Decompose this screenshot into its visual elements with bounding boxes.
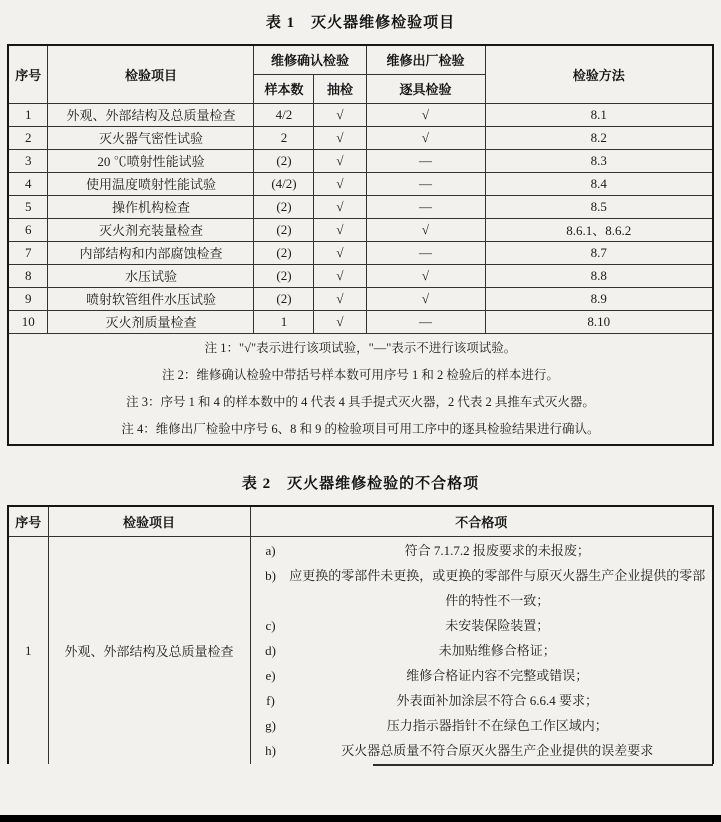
notes-cell xyxy=(8,333,713,445)
item-cell: 操作机构检查 xyxy=(48,195,254,218)
notes-row xyxy=(8,333,713,445)
table2-body xyxy=(8,537,713,765)
spot-cell: √ xyxy=(314,103,366,126)
table-row xyxy=(8,149,713,172)
spot-cell: √ xyxy=(314,218,366,241)
seq-cell: 1 xyxy=(8,103,48,126)
method-cell: 8.4 xyxy=(485,172,713,195)
table-row xyxy=(8,195,713,218)
defect-item xyxy=(255,738,709,763)
spot-cell: √ xyxy=(314,172,366,195)
each-cell: — xyxy=(366,195,485,218)
defects-cell xyxy=(250,537,713,765)
sample-cell: (2) xyxy=(254,149,314,172)
note-2: 注 2：维修确认检验中带括号样本数可用序号 1 和 2 检验后的样本进行。 xyxy=(162,367,559,382)
each-cell: √ xyxy=(366,218,485,241)
item-cell: 20 ℃喷射性能试验 xyxy=(48,149,254,172)
defect-label: c) xyxy=(265,618,276,633)
note-1: 注 1："√"表示进行该项试验，"—"表示不进行该项试验。 xyxy=(204,340,517,355)
seq-cell: 5 xyxy=(8,195,48,218)
sample-cell: (2) xyxy=(254,195,314,218)
table-row xyxy=(8,103,713,126)
spot-cell: √ xyxy=(314,310,366,333)
note-3: 注 3：序号 1 和 4 的样本数中的 4 代表 4 具手提式灭火器，2 代表 2 具推车式灭火器。 xyxy=(126,394,595,409)
item-cell: 使用温度喷射性能试验 xyxy=(48,172,254,195)
each-cell: — xyxy=(366,241,485,264)
table-row xyxy=(8,218,713,241)
defect-text: 外表面补加涂层不符合 6.6.4 要求； xyxy=(396,693,598,708)
defect-text: 压力指示器指针不在绿色工作区域内； xyxy=(386,718,608,733)
sample-cell: 4/2 xyxy=(254,103,314,126)
defect-item xyxy=(255,663,709,688)
table1-header-each: 逐具检验 xyxy=(366,74,485,103)
table1-header-sample: 样本数 xyxy=(254,74,314,103)
defect-item xyxy=(255,638,709,663)
spot-cell: √ xyxy=(314,149,366,172)
each-cell: √ xyxy=(366,103,485,126)
item-cell: 灭火剂充装量检查 xyxy=(48,218,254,241)
sample-cell: (2) xyxy=(254,287,314,310)
table-row xyxy=(8,287,713,310)
defect-item xyxy=(255,713,709,738)
table2-header-defect: 不合格项 xyxy=(250,506,713,537)
table1-header-item: 检验项目 xyxy=(48,45,254,103)
item-cell: 内部结构和内部腐蚀检查 xyxy=(48,241,254,264)
spot-cell: √ xyxy=(314,195,366,218)
spot-cell: √ xyxy=(314,264,366,287)
defect-label: g) xyxy=(265,718,276,733)
table-row xyxy=(8,264,713,287)
table1-header-factory-group: 维修出厂检验 xyxy=(366,45,485,74)
seq-cell: 8 xyxy=(8,264,48,287)
method-cell: 8.2 xyxy=(485,126,713,149)
defect-text: 维修合格证内容不完整或错误； xyxy=(406,668,589,683)
method-cell: 8.10 xyxy=(485,310,713,333)
defect-label: a) xyxy=(265,543,276,558)
each-cell: √ xyxy=(366,126,485,149)
defect-text: 未安装保险装置； xyxy=(445,618,550,633)
defect-text: 灭火器总质量不符合原灭火器生产企业提供的误差要求 xyxy=(341,743,654,758)
sample-cell: (2) xyxy=(254,241,314,264)
defect-text: 未加贴维修合格证； xyxy=(438,643,556,658)
table1-notes xyxy=(8,333,713,445)
seq-cell: 2 xyxy=(8,126,48,149)
defect-item xyxy=(255,613,709,638)
sample-cell: (2) xyxy=(254,264,314,287)
item-cell: 外观、外部结构及总质量检查 xyxy=(48,537,250,765)
item-cell: 灭火器气密性试验 xyxy=(48,126,254,149)
table1-header-row-1 xyxy=(8,45,713,74)
table1 xyxy=(7,44,714,446)
defect-text: 符合 7.1.7.2 报废要求的未报废； xyxy=(404,543,590,558)
seq-cell: 1 xyxy=(8,537,48,765)
table2-header-item: 检验项目 xyxy=(48,506,250,537)
item-cell: 外观、外部结构及总质量检查 xyxy=(48,103,254,126)
table1-header xyxy=(8,45,713,103)
method-cell: 8.7 xyxy=(485,241,713,264)
method-cell: 8.6.1、8.6.2 xyxy=(485,218,713,241)
note-4: 注 4：维修出厂检验中序号 6、8 和 9 的检验项目可用工序中的逐具检验结果进行确认。 xyxy=(121,421,600,436)
method-cell: 8.5 xyxy=(485,195,713,218)
defect-label: e) xyxy=(265,668,276,683)
table1-header-method: 检验方法 xyxy=(485,45,713,103)
each-cell: — xyxy=(366,310,485,333)
table1-header-spot: 抽检 xyxy=(314,74,366,103)
table-row xyxy=(8,126,713,149)
sample-cell: 2 xyxy=(254,126,314,149)
each-cell: — xyxy=(366,149,485,172)
table1-header-seq: 序号 xyxy=(8,45,48,103)
table2-header-row xyxy=(8,506,713,537)
table2 xyxy=(7,505,714,765)
table2-header xyxy=(8,506,713,537)
table-row xyxy=(8,172,713,195)
spot-cell: √ xyxy=(314,241,366,264)
table-row xyxy=(8,537,713,765)
method-cell: 8.8 xyxy=(485,264,713,287)
table1-title: 表 1 灭火器维修检验项目 xyxy=(265,15,456,31)
defect-item xyxy=(255,538,709,563)
table2-title: 表 2 灭火器维修检验的不合格项 xyxy=(241,475,480,492)
seq-cell: 4 xyxy=(8,172,48,195)
bottom-bar xyxy=(0,815,721,822)
spot-cell: √ xyxy=(314,287,366,310)
defect-item xyxy=(255,563,709,613)
table2-header-seq: 序号 xyxy=(8,506,48,537)
item-cell: 水压试验 xyxy=(48,264,254,287)
defect-item xyxy=(255,688,709,713)
defect-text: 应更换的零部件未更换，或更换的零部件与原灭火器生产企业提供的零部件的特性不一致； xyxy=(289,568,706,608)
each-cell: — xyxy=(366,172,485,195)
defect-label: b) xyxy=(265,568,276,583)
each-cell: √ xyxy=(366,287,485,310)
table2-partial-bottom-border xyxy=(373,764,713,766)
seq-cell: 9 xyxy=(8,287,48,310)
table1-header-confirm-group: 维修确认检验 xyxy=(254,45,366,74)
table-row xyxy=(8,310,713,333)
table-row xyxy=(8,241,713,264)
defect-label: d) xyxy=(265,643,276,658)
each-cell: √ xyxy=(366,264,485,287)
sample-cell: 1 xyxy=(254,310,314,333)
spot-cell: √ xyxy=(314,126,366,149)
method-cell: 8.1 xyxy=(485,103,713,126)
method-cell: 8.9 xyxy=(485,287,713,310)
method-cell: 8.3 xyxy=(485,149,713,172)
seq-cell: 3 xyxy=(8,149,48,172)
item-cell: 灭火剂质量检查 xyxy=(48,310,254,333)
table1-body xyxy=(8,103,713,333)
seq-cell: 10 xyxy=(8,310,48,333)
seq-cell: 6 xyxy=(8,218,48,241)
item-cell: 喷射软管组件水压试验 xyxy=(48,287,254,310)
defect-label: f) xyxy=(266,693,275,708)
sample-cell: (2) xyxy=(254,218,314,241)
defect-label: h) xyxy=(265,743,276,758)
sample-cell: (4/2) xyxy=(254,172,314,195)
seq-cell: 7 xyxy=(8,241,48,264)
